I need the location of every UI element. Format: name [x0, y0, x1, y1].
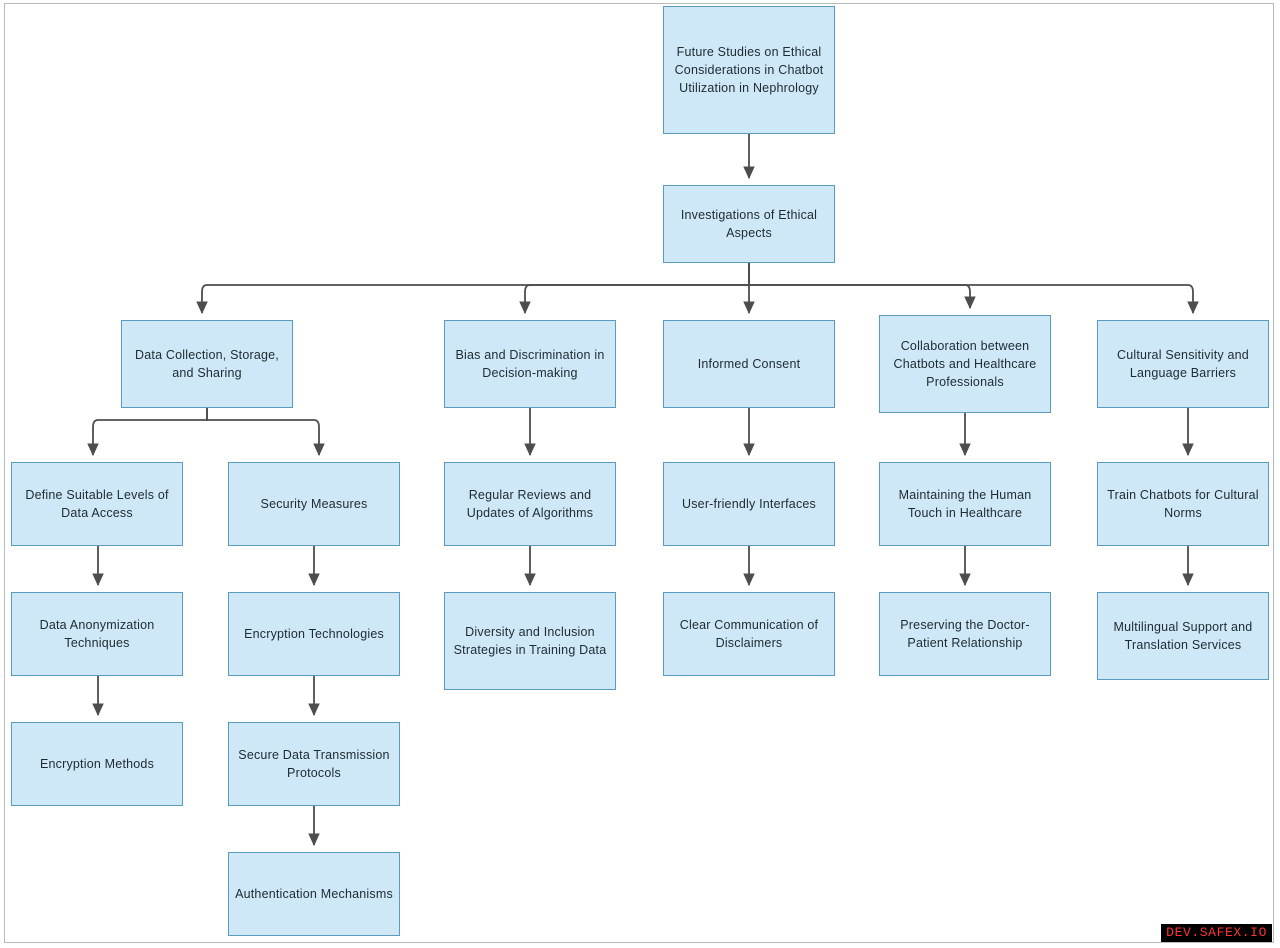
node-security-measures[interactable]: [228, 462, 400, 546]
node-collaboration[interactable]: [879, 315, 1051, 413]
node-label: Multilingual Support and Translation Services: [1113, 619, 1253, 652]
node-label: Encryption Technologies: [244, 626, 384, 641]
node-label: Diversity and Inclusion Strategies in Training Data: [453, 624, 607, 657]
node-label: Authentication Mechanisms: [235, 886, 393, 901]
node-data-anonymization[interactable]: [11, 592, 183, 676]
node-human-touch[interactable]: [879, 462, 1051, 546]
node-label: Data Collection, Storage, and Sharing: [135, 347, 279, 380]
node-label: Collaboration between Chatbots and Healthcare Professionals: [893, 338, 1037, 390]
node-cultural-sensitivity[interactable]: [1097, 320, 1269, 408]
watermark: DEV.SAFEX.IO: [1161, 924, 1272, 942]
node-label: Investigations of Ethical Aspects: [680, 207, 818, 240]
node-label: Regular Reviews and Updates of Algorithms: [466, 487, 594, 520]
node-authentication[interactable]: [228, 852, 400, 936]
node-data-collection[interactable]: [121, 320, 293, 408]
node-label: Clear Communication of Disclaimers: [679, 617, 819, 650]
node-label: Maintaining the Human Touch in Healthcare: [898, 487, 1032, 520]
node-label: Secure Data Transmission Protocols: [238, 747, 390, 780]
node-multilingual-support[interactable]: [1097, 592, 1269, 680]
node-label: Data Anonymization Techniques: [39, 617, 155, 650]
node-regular-reviews[interactable]: [444, 462, 616, 546]
node-clear-disclaimers[interactable]: [663, 592, 835, 676]
node-future-studies[interactable]: [663, 6, 835, 134]
node-informed-consent[interactable]: [663, 320, 835, 408]
node-investigations[interactable]: [663, 185, 835, 263]
node-data-access[interactable]: [11, 462, 183, 546]
node-label: Train Chatbots for Cultural Norms: [1107, 487, 1259, 520]
node-label: Future Studies on Ethical Considerations in Chatbot Utilization in Nephrology: [674, 44, 824, 96]
node-label: Preserving the Doctor-Patient Relationship: [900, 617, 1030, 650]
node-user-friendly-interfaces[interactable]: [663, 462, 835, 546]
node-encryption-technologies[interactable]: [228, 592, 400, 676]
node-label: Informed Consent: [697, 356, 801, 371]
node-secure-transmission[interactable]: [228, 722, 400, 806]
node-encryption-methods[interactable]: [11, 722, 183, 806]
node-label: User-friendly Interfaces: [681, 496, 816, 511]
node-doctor-patient[interactable]: [879, 592, 1051, 676]
node-label: Cultural Sensitivity and Language Barriers: [1117, 347, 1249, 380]
node-label: Encryption Methods: [39, 756, 155, 771]
node-label: Bias and Discrimination in Decision-making: [455, 347, 605, 380]
diagram-frame: [4, 3, 1274, 943]
node-label: Security Measures: [260, 496, 368, 511]
node-label: Define Suitable Levels of Data Access: [25, 487, 169, 520]
node-bias-discrimination[interactable]: [444, 320, 616, 408]
node-train-cultural-norms[interactable]: [1097, 462, 1269, 546]
node-diversity-inclusion[interactable]: [444, 592, 616, 690]
